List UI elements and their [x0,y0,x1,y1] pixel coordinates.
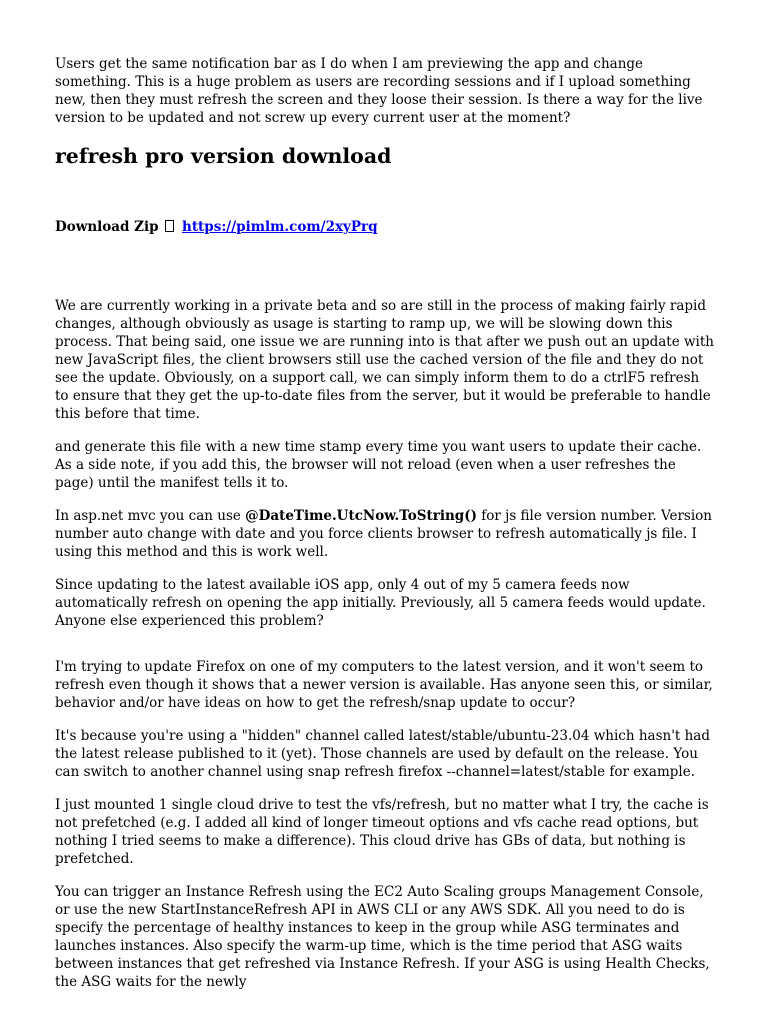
paragraph-aspnet [55,507,715,561]
document-page [55,55,715,991]
paragraph-instance-refresh: You can trigger an Instance Refresh using the EC2 Auto Scaling groups Management Console, or use the new StartInstanceRefresh API in AWS CLI or any AWS SDK. All you need to do is specify the percentage of healthy instances to keep in the group while ASG terminates and launches instances. Also specify the warm-up time, which is the time period that ASG waits between instances that get refreshed via Instance Refresh. If your ASG is using Health Checks, the ASG waits for the newly [55,884,710,990]
aspnet-code: @DateTime.UtcNow.ToString() [245,508,477,524]
paragraph-manifest: and generate this file with a new time stamp every time you want users to update their cache. As a side note, if you add this, the browser will not reload (even when a user refreshes the page) until the manifest tells it to. [55,439,702,491]
paragraph-firefox: I'm trying to update Firefox on one of my computers to the latest version, and it won't seem to refresh even though it shows that a newer version is available. Has anyone seen this, or similar, behavior and/or have ideas on how to get the refresh/snap update to occur? [55,659,713,711]
missing-glyph-icon [165,220,174,232]
aspnet-text-before: In asp.net mvc you can use [55,508,246,524]
paragraph-snap-channel: It's because you're using a "hidden" channel called latest/stable/ubuntu-23.04 which hasn't had the latest release published to it (yet). Those channels are used by default on the release. You can switch to another channel using snap refresh firefox --channel=latest/stable for example. [55,728,711,780]
paragraph-vfs-refresh: I just mounted 1 single cloud drive to test the vfs/refresh, but no matter what I try, the cache is not prefetched (e.g. I added all kind of longer timeout options and vfs cache read options, but nothing I tried seems to make a difference). This cloud drive has GBs of data, but nothing is prefetched. [55,797,709,867]
paragraph-ios-camera: Since updating to the latest available iOS app, only 4 out of my 5 camera feeds now automatically refresh on opening the app initially. Previously, all 5 camera feeds would update. Anyone else experienced this problem? [55,577,706,629]
aspnet-text-after: for js file version number. Version number auto change with date and you force clients browser to refresh automatically js file. I using this method and this is work well. [55,508,712,560]
download-link[interactable]: https://pimlm.com/2xyPrq [182,219,378,235]
download-label: Download Zip [55,219,159,235]
page-heading: refresh pro version download [55,144,392,168]
paragraph-intro: Users get the same notification bar as I do when I am previewing the app and change something. This is a huge problem as users are recording sessions and if I upload something new, then they must refresh the screen and they loose their session. Is there a way for the live version to be updated and not screw up every current user at the moment? [55,56,703,126]
download-line [55,218,715,236]
paragraph-cache-issue: We are currently working in a private beta and so are still in the process of making fairly rapid changes, although obviously as usage is starting to ramp up, we will be slowing down this process. That being said, one issue we are running into is that after we push out an update with new JavaScript files, the client browsers still use the cached version of the file and they do not see the update. Obviously, on a support call, we can simply inform them to do a ctrlF5 refresh to ensure that they get the up-to-date files from the server, but it would be preferable to handle this before that time. [55,298,714,422]
